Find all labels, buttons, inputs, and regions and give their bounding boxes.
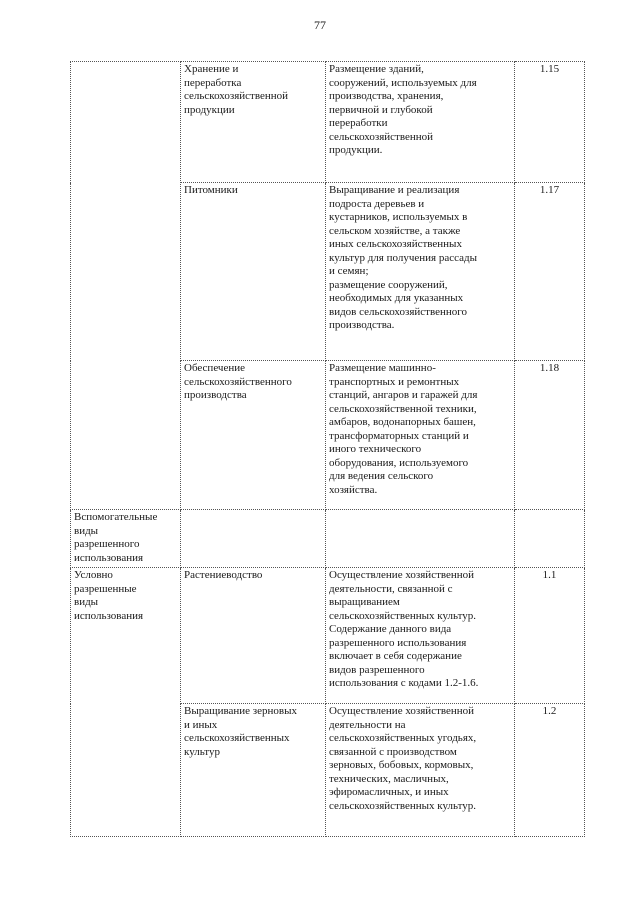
use-code-cell: 1.1 (515, 568, 585, 704)
use-name-cell: Выращивание зерновых и иных сельскохозяйственных культур (181, 704, 326, 837)
use-description-cell (326, 510, 515, 568)
group-cell: Условно разрешенные виды использования (71, 568, 181, 837)
use-code-cell: 1.15 (515, 62, 585, 183)
use-description-cell: Осуществление хозяйственной деятельности, связанной с выращиванием сельскохозяйственных культур. Содержание данного вида разрешенного использования включает в себя содержание видов разрешенного использования с кодами 1.2-1.6. (326, 568, 515, 704)
use-name-cell: Хранение и переработка сельскохозяйственной продукции (181, 62, 326, 183)
land-use-table (70, 61, 585, 837)
page-number: 77 (314, 18, 326, 32)
table-row (71, 510, 585, 568)
use-code-cell: 1.17 (515, 183, 585, 361)
use-code-cell: 1.2 (515, 704, 585, 837)
use-description-cell: Размещение машинно- транспортных и ремонтных станций, ангаров и гаражей для сельскохозяйственной техники, амбаров, водонапорных башен, трансформаторных станций и иного технического оборудования, используемого для ведения сельского хозяйства. (326, 361, 515, 510)
table-row (71, 568, 585, 704)
use-code-cell: 1.18 (515, 361, 585, 510)
use-name-cell: Растениеводство (181, 568, 326, 704)
use-code-cell (515, 510, 585, 568)
use-name-cell: Обеспечение сельскохозяйственного производства (181, 361, 326, 510)
table-row (71, 62, 585, 183)
use-description-cell: Осуществление хозяйственной деятельности на сельскохозяйственных угодьях, связанной с производством зерновых, бобовых, кормовых, технических, масличных, эфиромасличных, и иных сельскохозяйственных культур. (326, 704, 515, 837)
group-cell: Вспомогательные виды разрешенного использования (71, 510, 181, 568)
use-name-cell: Питомники (181, 183, 326, 361)
use-description-cell: Размещение зданий, сооружений, используемых для производства, хранения, первичной и глубокой переработки сельскохозяйственной продукции. (326, 62, 515, 183)
use-description-cell: Выращивание и реализация подроста деревьев и кустарников, используемых в сельском хозяйстве, а также иных сельскохозяйственных культур для получения рассады и семян; размещение сооружений, необходимых для указанных видов сельскохозяйственного производства. (326, 183, 515, 361)
group-cell (71, 62, 181, 510)
use-name-cell (181, 510, 326, 568)
